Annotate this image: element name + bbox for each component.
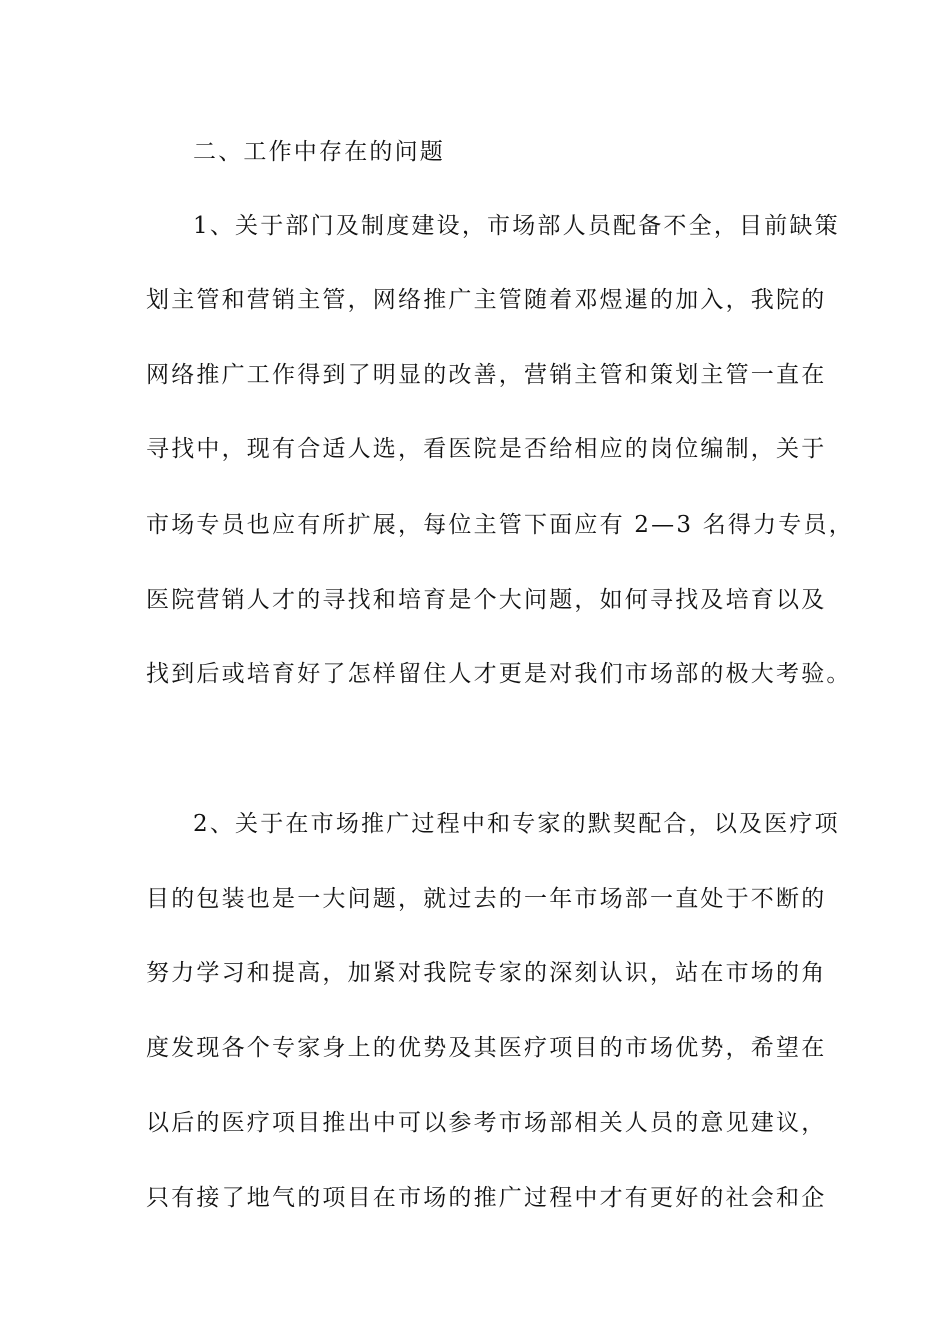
section-heading: 二、工作中存在的问题 xyxy=(193,139,445,165)
paragraph-1-line-7: 找到后或培育好了怎样留住人才更是对我们市场部的极大考验。 xyxy=(146,661,852,687)
paragraph-1-line-5: 市场专员也应有所扩展，每位主管下面应有 2—3 名得力专员， xyxy=(146,512,854,538)
paragraph-1-line-6: 医院营销人才的寻找和培育是个大问题，如何寻找及培育以及 xyxy=(146,587,827,613)
paragraph-2-line-6: 只有接了地气的项目在市场的推广过程中才有更好的社会和企 xyxy=(146,1185,827,1211)
paragraph-1-line-2: 划主管和营销主管，网络推广主管随着邓煜暹的加入，我院的 xyxy=(146,287,827,313)
paragraph-2-line-3: 努力学习和提高，加紧对我院专家的深刻认识，站在市场的角 xyxy=(146,960,827,986)
paragraph-2-line-2: 目的包装也是一大问题，就过去的一年市场部一直处于不断的 xyxy=(146,886,827,912)
paragraph-2-line-1: 2、关于在市场推广过程中和专家的默契配合，以及医疗项 xyxy=(193,811,840,837)
paragraph-1-line-1: 1、关于部门及制度建设，市场部人员配备不全，目前缺策 xyxy=(193,213,840,239)
paragraph-2-line-4: 度发现各个专家身上的优势及其医疗项目的市场优势，希望在 xyxy=(146,1035,827,1061)
paragraph-2-line-5: 以后的医疗项目推出中可以参考市场部相关人员的意见建议， xyxy=(146,1110,827,1136)
paragraph-1-line-3: 网络推广工作得到了明显的改善，营销主管和策划主管一直在 xyxy=(146,362,827,388)
paragraph-1-line-4: 寻找中，现有合适人选，看医院是否给相应的岗位编制，关于 xyxy=(146,436,827,462)
